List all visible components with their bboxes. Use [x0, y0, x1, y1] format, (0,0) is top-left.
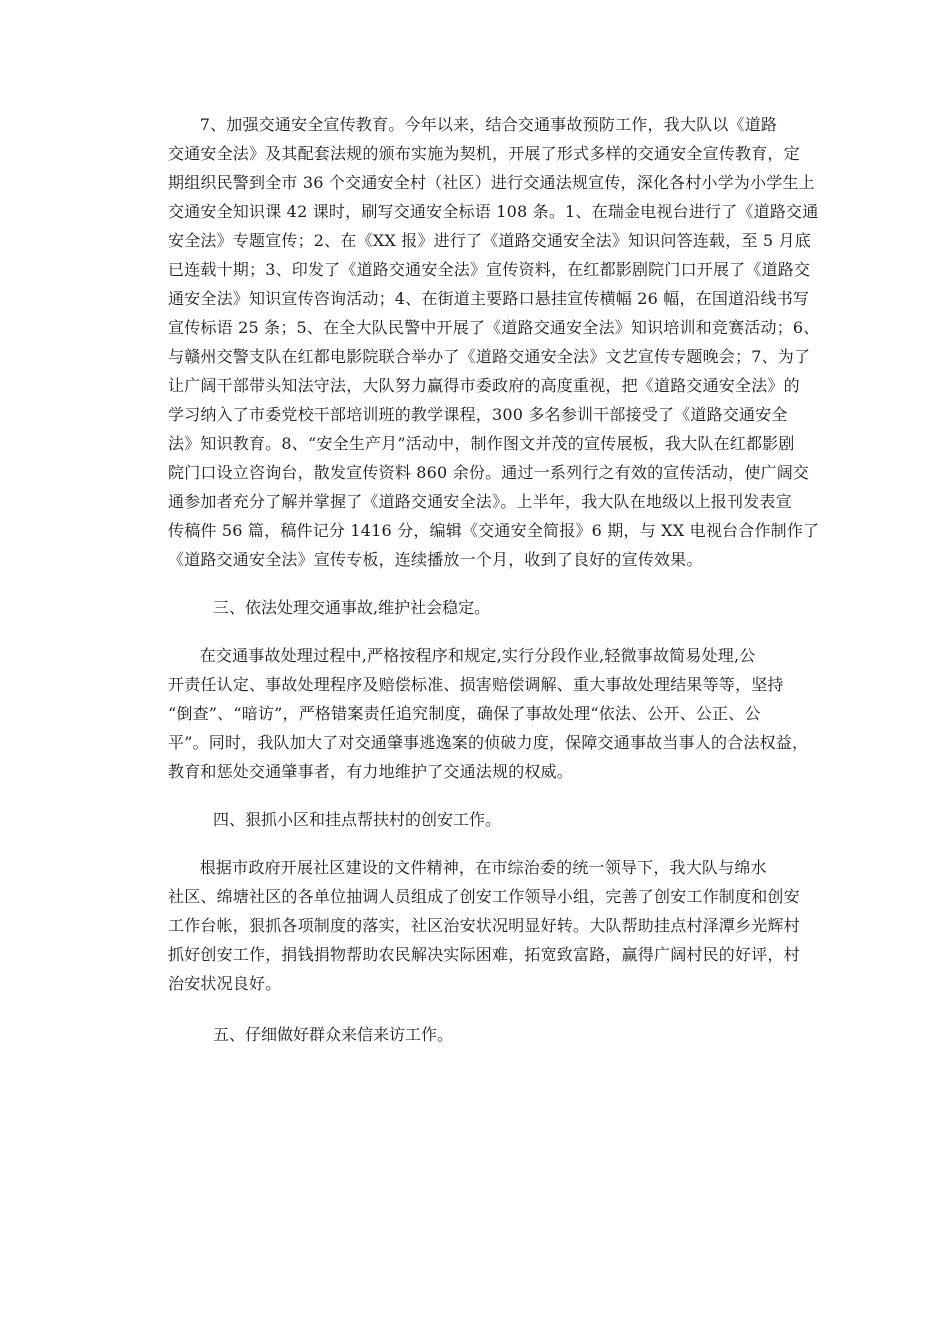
text-line: 法》知识教育。8、“安全生产月”活动中，制作图文并茂的宣传展板，我大队在红都影剧: [168, 434, 795, 453]
text-line: 学习纳入了市委党校干部培训班的教学课程，300 多名参训干部接受了《道路交通安全: [168, 405, 788, 424]
text-line: 在交通事故处理过程中,严格按程序和规定,实行分段作业,轻微事故简易处理,公: [168, 646, 756, 665]
text-line: 《道路交通安全法》宣传专板，连续播放一个月，收到了良好的宣传效果。: [168, 550, 703, 569]
text-line: 工作台帐，狠抓各项制度的落实，社区治安状况明显好转。大队帮助挂点村泽潭乡光辉村: [168, 916, 800, 935]
text-line: 交通安全法》及其配套法规的颁布实施为契机，开展了形式多样的交通安全宣传教育，定: [168, 144, 800, 163]
text-line: 7、加强交通安全宣传教育。今年以来，结合交通事故预防工作，我大队以《道路: [168, 115, 778, 134]
text-line: 抓好创安工作，捐钱捐物帮助农民解决实际困难，拓宽致富路，赢得广阔村民的好评，村: [168, 945, 800, 964]
text-line: 期组织民警到全市 36 个交通安全村（社区）进行交通法规宣传，深化各村小学为小学生上: [168, 173, 815, 192]
text-line: 安全法》专题宣传；2、在《XX 报》进行了《道路交通安全法》知识问答连载，至 5 月底: [168, 231, 811, 250]
paragraph-accident-handling: [168, 641, 808, 786]
text-line: 让广阔干部带头知法守法，大队努力赢得市委政府的高度重视，把《道路交通安全法》的: [168, 376, 800, 395]
text-line: 根据市政府开展社区建设的文件精神，在市综治委的统一领导下，我大队与绵水: [168, 858, 767, 877]
document-page: [168, 110, 820, 1049]
text-line: 已连载十期；3、印发了《道路交通安全法》宣传资料，在红都影剧院门口开展了《道路交: [168, 260, 811, 279]
text-line: 平”。同时，我队加大了对交通肇事逃逸案的侦破力度，保障交通事故当事人的合法权益，: [168, 733, 809, 752]
text-line: 开责任认定、事故处理程序及赔偿标准、损害赔偿调解、重大事故处理结果等等，坚持: [168, 675, 784, 694]
text-line: 传稿件 56 篇，稿件记分 1416 分，编辑《交通安全简报》6 期，与 XX 电视台合作制作了: [168, 521, 820, 540]
paragraph-community-safety: [168, 853, 808, 998]
section-heading-accident-handling: 三、依法处理交通事故,维护社会稳定。: [213, 598, 491, 617]
text-line: 教育和惩处交通肇事者，有力地维护了交通法规的权威。: [168, 762, 574, 781]
text-line: 交通安全知识课 42 课时，刷写交通安全标语 108 条。1、在瑞金电视台进行了《道路交通: [168, 202, 819, 221]
text-line: 治安状况良好。: [168, 974, 282, 993]
paragraph-publicity-education: [168, 110, 820, 574]
section-heading-letters-visits: 五、仔细做好群众来信来访工作。: [213, 1025, 454, 1044]
text-line: 通安全法》知识宣传咨询活动；4、在街道主要路口悬挂宣传横幅 26 幅，在国道沿线书写: [168, 289, 810, 308]
text-line: 通参加者充分了解并掌握了《道路交通安全法》。上半年，我大队在地级以上报刊发表宣: [168, 492, 792, 511]
text-line: 宣传标语 25 条；5、在全大队民警中开展了《道路交通安全法》知识培训和竞赛活动；6、: [168, 318, 820, 337]
section-heading-community-safety: 四、狠抓小区和挂点帮扶村的创安工作。: [213, 810, 502, 829]
text-line: 院门口设立咨询台，散发宣传资料 860 余份。通过一系列行之有效的宣传活动，使广阔交: [168, 463, 810, 482]
text-line: 社区、绵塘社区的各单位抽调人员组成了创安工作领导小组，完善了创安工作制度和创安: [168, 887, 800, 906]
text-line: “倒查”、“暗访”，严格错案责任追究制度，确保了事故处理“依法、公开、公正、公: [168, 704, 761, 723]
text-line: 与赣州交警支队在红都电影院联合举办了《道路交通安全法》文艺宣传专题晚会；7、为了: [168, 347, 811, 366]
